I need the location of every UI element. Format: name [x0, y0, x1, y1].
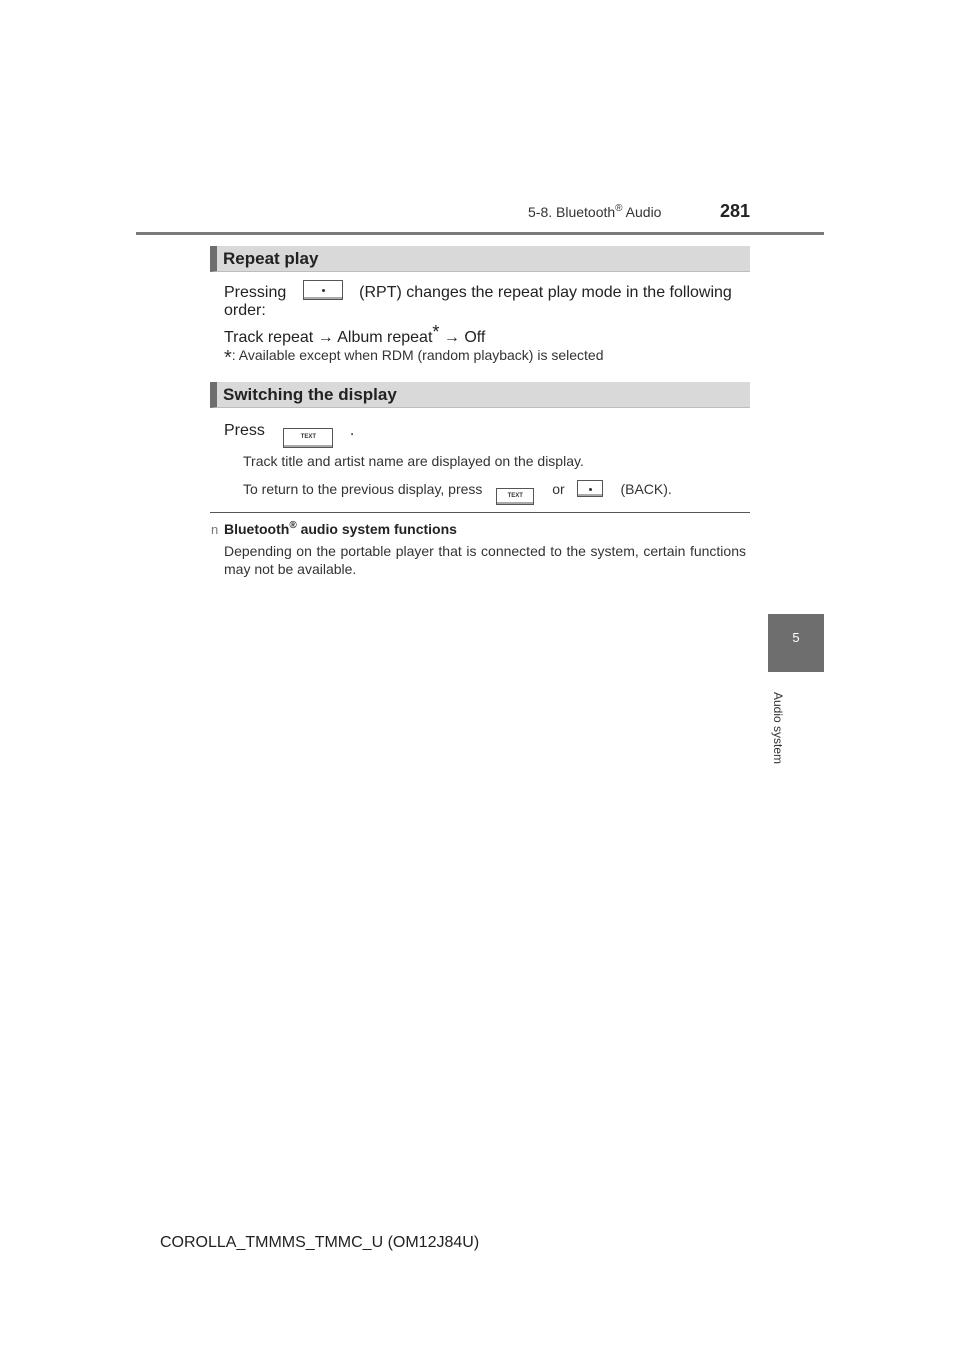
note-body: Depending on the portable player that is connected to the system, certain functions may not be available. [224, 543, 746, 577]
switching-display-info: Track title and artist name are displayed on the display. [243, 453, 584, 469]
repeat-play-instruction: Pressing (RPT) changes the repeat play mode in the following [224, 280, 732, 302]
note-divider [210, 512, 750, 513]
document-id: COROLLA_TMMMS_TMMC_U (OM12J84U) [160, 1234, 480, 1251]
chapter-label: Audio system [771, 692, 785, 765]
section-header-repeat-play [210, 246, 750, 272]
asterisk-icon: * [224, 347, 232, 369]
note-title: Bluetooth® audio system functions [224, 520, 457, 537]
footnote: *: Available except when RDM (random playback) is selected [224, 347, 604, 369]
bullet-icon: n [211, 522, 219, 537]
repeat-play-instruction-cont: order: [224, 302, 266, 319]
chapter-tab [768, 614, 824, 672]
section-title: Repeat play [223, 249, 319, 268]
rpt-button-icon [303, 280, 343, 300]
repeat-mode-sequence: Track repeat → Album repeat* → Off [224, 322, 486, 346]
text-button-icon: TEXT [496, 488, 534, 505]
asterisk-icon: * [432, 322, 440, 342]
header-section-title: 5-8. Bluetooth® Audio [528, 203, 662, 220]
arrow-right-icon: → [317, 329, 334, 346]
header-divider [136, 232, 824, 235]
chapter-number: 5 [792, 630, 800, 645]
return-display-info: To return to the previous display, press TEXT or (BACK). [243, 480, 672, 505]
text-button-icon: TEXT [283, 428, 333, 448]
switching-display-instruction: Press TEXT . [224, 422, 354, 448]
section-title: Switching the display [223, 385, 397, 404]
section-header-switching-display [210, 382, 750, 408]
page-number: 281 [720, 201, 751, 221]
arrow-right-icon: → [443, 329, 460, 346]
back-button-icon [577, 480, 603, 497]
